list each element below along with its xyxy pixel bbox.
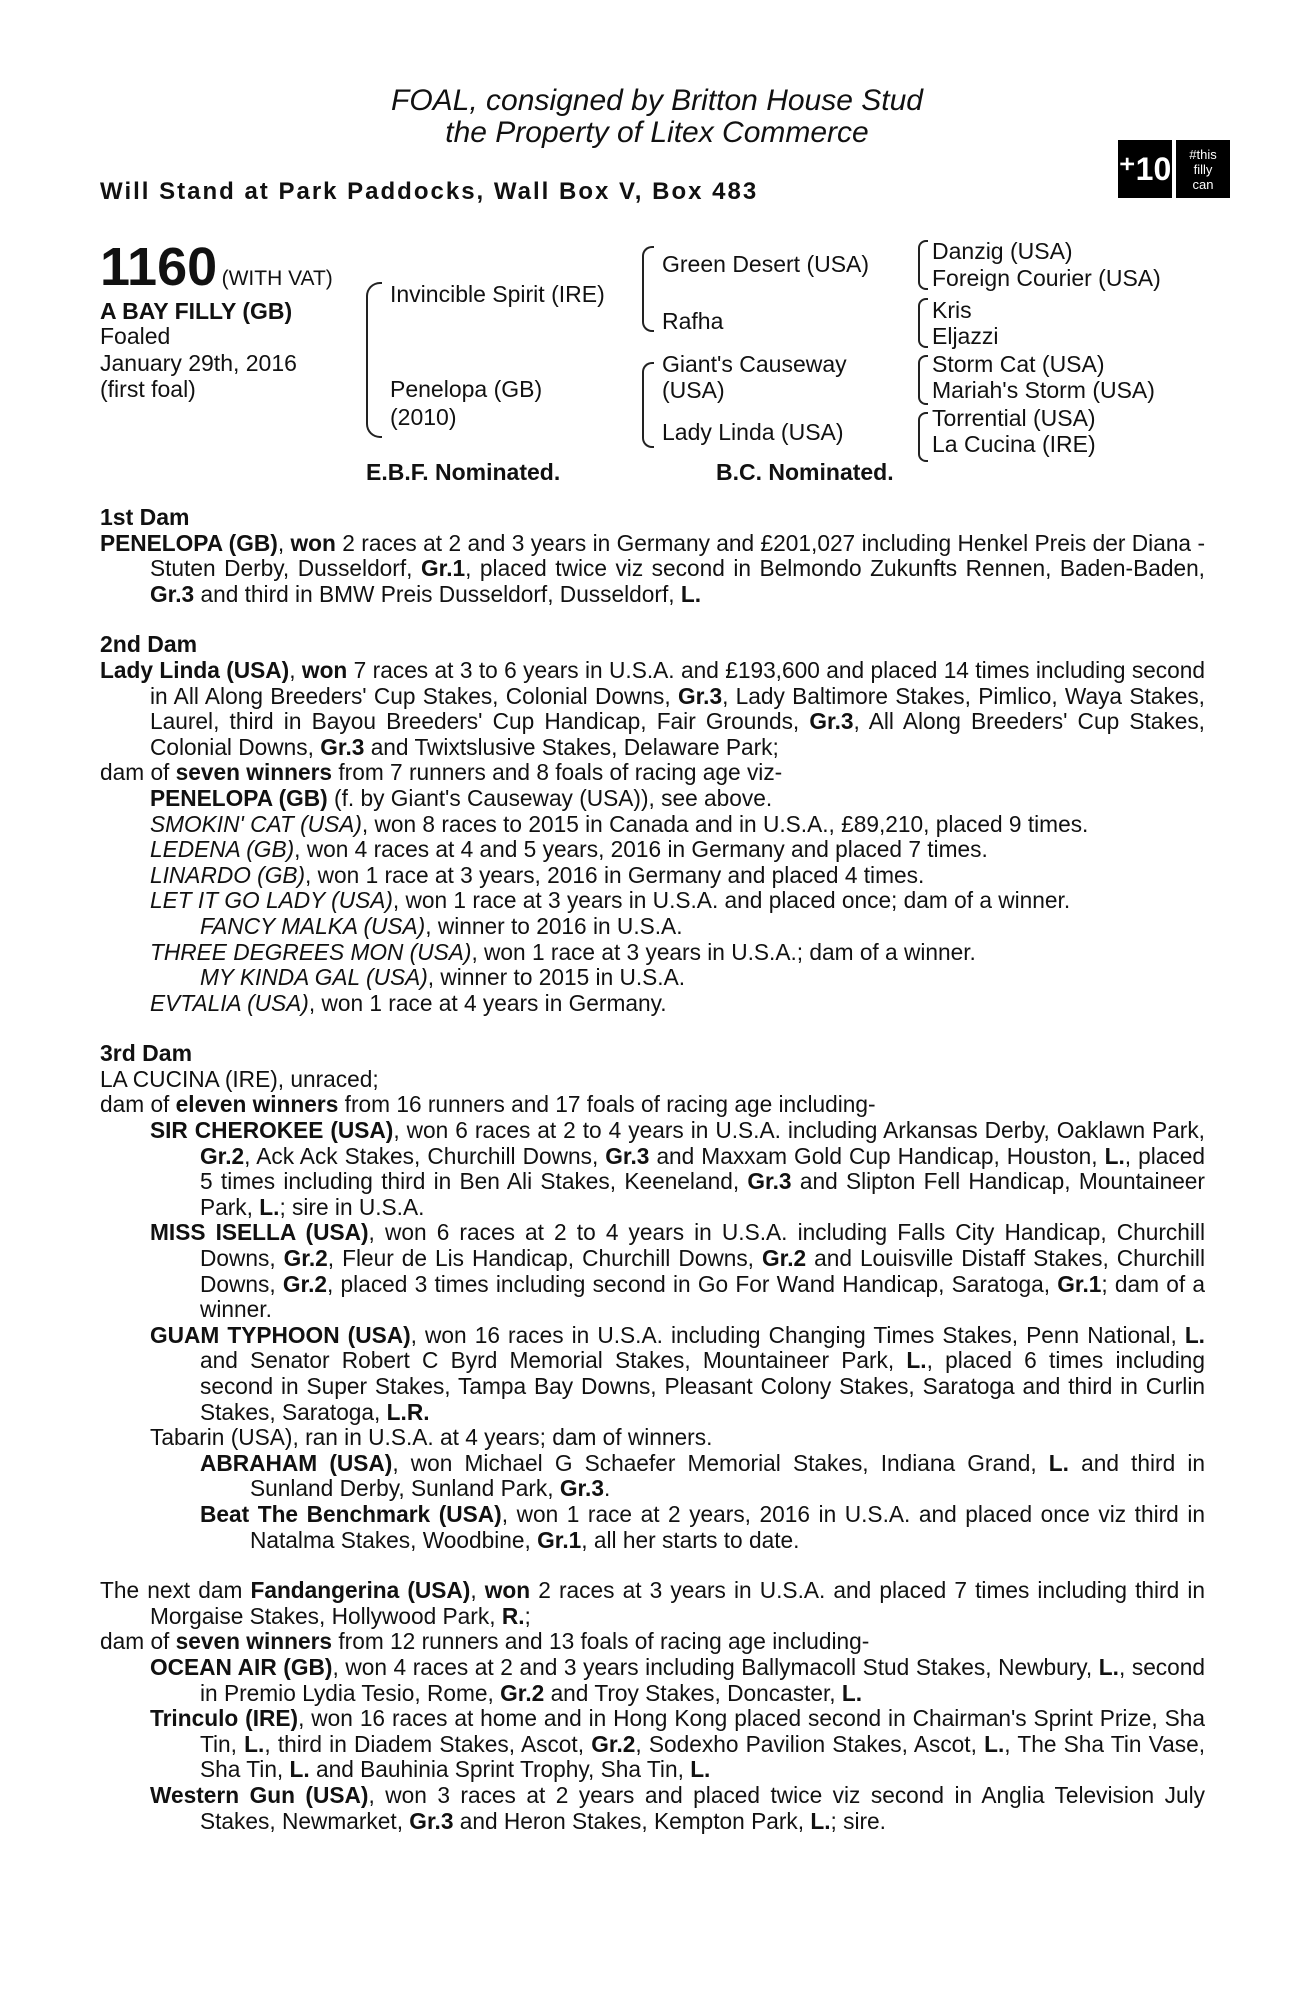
text-run: , won 3 races at 2 years and placed twice viz second in Anglia Television July Stakes, Newmarket,	[200, 1781, 1205, 1834]
property-line: the Property of Litex Commerce	[445, 116, 869, 149]
bold-text-run: Beat The Benchmark (USA)	[200, 1500, 502, 1527]
bold-text-run: L.R.	[386, 1398, 430, 1425]
bold-text-run: L.	[690, 1756, 711, 1783]
text-run: , won 1 race at 3 years, 2016 in Germany and placed 4 times.	[305, 861, 925, 888]
progeny-entry	[100, 940, 1205, 966]
text-run: LA CUCINA (IRE), unraced;	[100, 1065, 379, 1092]
bold-text-run: Trinculo (IRE)	[150, 1705, 299, 1732]
text-run: , won 1 race at 3 years in U.S.A.; dam of a winner.	[471, 938, 976, 965]
text-run: ; sire in U.S.A.	[279, 1193, 425, 1220]
text-run: , won 4 races at 4 and 5 years, 2016 in Germany and placed 7 times.	[294, 836, 988, 863]
text-run: , placed twice viz second in Belmondo Zukunfts Rennen, Baden-Baden,	[465, 555, 1205, 582]
foaled-label: Foaled	[100, 323, 171, 349]
bold-text-run: L.	[680, 580, 702, 607]
italic-text-run: FANCY MALKA (USA)	[200, 912, 426, 939]
bold-text-run: R.	[501, 1602, 525, 1629]
dam-name: Penelopa (GB)	[390, 376, 543, 402]
progeny-entry	[100, 991, 1205, 1017]
bold-text-run: Gr.3	[605, 1142, 650, 1169]
second-dam-heading: 2nd Dam	[100, 631, 198, 658]
grandsire-maternal: Giant's Causeway	[662, 351, 847, 377]
italic-text-run: MY KINDA GAL (USA)	[200, 964, 428, 991]
catalogue-body	[100, 505, 1205, 1834]
text-run: from 12 runners and 13 foals of racing age including-	[332, 1628, 870, 1655]
text-run: and Louisville Distaff Stakes, Churchill Downs,	[200, 1245, 1206, 1297]
bold-text-run: Gr.1	[1057, 1270, 1102, 1297]
text-run: , won 4 races at 2 and 3 years including Ballymacoll Stud Stakes, Newbury,	[332, 1653, 1099, 1680]
text-run: ; sire.	[830, 1807, 886, 1834]
progeny-entry	[100, 1655, 1205, 1706]
text-run: , won 1 race at 4 years in Germany.	[308, 989, 667, 1016]
hashtag-word: #this	[1189, 146, 1217, 162]
text-run: , won 8 races to 2015 in Canada and in U.S.A., £89,210, placed 9 times.	[361, 810, 1089, 837]
third-dam-progeny-list	[100, 1118, 1205, 1553]
bold-text-run: L.	[841, 1679, 863, 1706]
bc-nominated: B.C. Nominated.	[716, 459, 894, 485]
first-dam-paragraph	[100, 531, 1205, 608]
bold-text-run: Gr.2	[591, 1730, 636, 1757]
text-run: dam of	[100, 1091, 176, 1118]
bold-text-run: Western Gun (USA)	[150, 1781, 369, 1808]
pedigree-brace	[366, 282, 382, 438]
lot-title: A BAY FILLY (GB)	[100, 298, 293, 324]
text-run: (f. by Giant's Causeway (USA)), see above.	[327, 784, 773, 811]
bold-text-run: Gr.3	[677, 682, 723, 709]
bold-text-run: L.	[984, 1730, 1005, 1757]
progeny-entry	[100, 1451, 1205, 1502]
bold-text-run: won	[301, 656, 348, 683]
ggs-name: La Cucina (IRE)	[932, 431, 1096, 457]
progeny-entry	[100, 1220, 1205, 1322]
hashtag-word: can	[1192, 176, 1214, 192]
dam-brace	[642, 362, 654, 448]
text-run: , The Sha Tin Vase, Sha Tin,	[200, 1730, 1205, 1783]
text-run: , Fleur de Lis Handicap, Churchill Downs,	[327, 1245, 762, 1272]
third-dam-heading: 3rd Dam	[100, 1040, 193, 1067]
bold-text-run: SIR CHEROKEE (USA)	[150, 1117, 394, 1144]
text-run: and third in BMW Preis Dusseldorf, Dusseldorf,	[194, 580, 681, 607]
bold-text-run: ABRAHAM (USA)	[200, 1449, 393, 1476]
text-run: Tabarin (USA), ran in U.S.A. at 4 years; dam of winners.	[150, 1424, 713, 1451]
text-run: , winner to 2016 in U.S.A.	[425, 912, 683, 939]
italic-text-run: SMOKIN' CAT (USA)	[150, 810, 362, 837]
text-run: 7 races at 3 to 6 years in U.S.A. and £193,600 and placed 14 times including second in All Along Breeders' Cup Stakes, Colonial Downs,	[150, 656, 1205, 709]
first-dam-heading: 1st Dam	[100, 504, 190, 530]
bold-text-run: L.	[289, 1756, 310, 1783]
ggs-brace	[918, 355, 928, 405]
text-run: , third in Diadem Stakes, Ascot,	[264, 1730, 592, 1757]
progeny-entry	[100, 965, 1205, 991]
text-run: and Slipton Fell Handicap, Mountaineer Park,	[200, 1168, 1205, 1220]
text-run: 2 races at 2 and 3 years in Germany and £201,027 including Henkel Preis der Diana - Stuten Derby, Dusseldorf,	[150, 529, 1205, 582]
progeny-entry	[100, 1783, 1205, 1834]
bold-text-run: PENELOPA (GB)	[100, 529, 278, 556]
granddam-maternal: Lady Linda (USA)	[662, 419, 844, 445]
text-run: ; dam of a winner.	[200, 1270, 1205, 1323]
consignor-line: FOAL, consigned by Britton House Stud	[391, 84, 923, 117]
next-dam-progeny-list	[100, 1655, 1205, 1834]
text-run: , won 1 race at 2 years, 2016 in U.S.A. and placed once viz third in Natalma Stakes, Woodbine,	[250, 1500, 1205, 1553]
bold-text-run: GUAM TYPHOON (USA)	[150, 1321, 411, 1348]
text-run: ,	[289, 656, 302, 683]
plus-ten-mark: ⁺10	[1118, 140, 1172, 198]
text-run: ,	[277, 529, 291, 556]
bold-text-run: Gr.3	[150, 580, 195, 607]
progeny-entry	[100, 863, 1205, 889]
italic-text-run: LET IT GO LADY (USA)	[150, 887, 393, 914]
bold-text-run: Gr.2	[282, 1270, 328, 1297]
text-run: The next dam	[100, 1577, 251, 1604]
text-run: , won 16 races at home and in Hong Kong placed second in Chairman's Sprint Prize, Sha Tin,	[200, 1705, 1205, 1757]
sire-brace	[642, 246, 654, 332]
sire-name: Invincible Spirit (IRE)	[390, 281, 605, 307]
bold-text-run: Lady Linda (USA)	[100, 656, 290, 683]
text-run: and Troy Stakes, Doncaster,	[544, 1679, 842, 1706]
third-dam-paragraph	[100, 1067, 1205, 1093]
text-run: ,	[470, 1577, 485, 1604]
bold-text-run: Gr.3	[320, 733, 365, 760]
ggs-brace	[918, 240, 928, 290]
bold-text-run: L.	[810, 1807, 831, 1834]
this-filly-can-logo	[1118, 140, 1230, 198]
bold-text-run: Gr.2	[200, 1142, 245, 1169]
text-run: , won 16 races in U.S.A. including Changing Times Stakes, Penn National,	[410, 1321, 1185, 1348]
first-foal-note: (first foal)	[100, 376, 196, 402]
dam-year: (2010)	[390, 404, 457, 430]
third-dam-produce-summary	[100, 1092, 1205, 1118]
progeny-entry	[100, 1706, 1205, 1783]
ggs-name: Torrential (USA)	[932, 405, 1096, 431]
text-run: and Maxxam Gold Cup Handicap, Houston,	[649, 1142, 1105, 1169]
foaling-date: January 29th, 2016	[100, 350, 297, 376]
progeny-entry	[100, 1502, 1205, 1553]
text-run: 2 races at 3 years in U.S.A. and placed 7 times including third in Morgaise Stakes, Hollywood Park,	[150, 1577, 1205, 1629]
text-run: dam of	[100, 759, 176, 786]
bold-text-run: L.	[906, 1347, 927, 1374]
text-run: and Heron Stakes, Kempton Park,	[453, 1807, 811, 1834]
bold-text-run: Gr.1	[420, 555, 466, 582]
grandsire-paternal: Green Desert (USA)	[662, 251, 870, 277]
text-run: , placed 6 times including second in Super Stakes, Tampa Bay Downs, Pleasant Colony Stakes, Saratoga and third in Curlin Stakes, Saratoga,	[200, 1347, 1205, 1425]
hashtag-word: filly	[1193, 161, 1213, 177]
italic-text-run: EVTALIA (USA)	[150, 989, 309, 1016]
lot-heading	[100, 236, 333, 298]
ebf-nominated: E.B.F. Nominated.	[366, 459, 561, 485]
bold-text-run: Gr.3	[809, 708, 854, 735]
bold-text-run: L.	[1104, 1142, 1125, 1169]
second-dam-produce-summary	[100, 760, 1205, 786]
bold-text-run: OCEAN AIR (GB)	[150, 1653, 333, 1680]
bold-text-run: Gr.2	[500, 1679, 545, 1706]
bold-text-run: Gr.3	[747, 1168, 792, 1195]
ggs-brace	[918, 298, 928, 348]
text-run: , placed 3 times including second in Go For Wand Handicap, Saratoga,	[327, 1270, 1058, 1297]
text-run: .	[603, 1475, 611, 1502]
next-dam-produce-summary	[100, 1629, 1205, 1655]
text-run: dam of	[100, 1628, 176, 1655]
text-run: , won 6 races at 2 to 4 years in U.S.A. including Arkansas Derby, Oaklawn Park,	[393, 1117, 1205, 1144]
ggs-name: Foreign Courier (USA)	[932, 265, 1161, 291]
progeny-entry	[100, 888, 1205, 914]
bold-text-run: L.	[244, 1730, 265, 1757]
bold-text-run: won	[290, 529, 336, 556]
text-run: and Bauhinia Sprint Trophy, Sha Tin,	[309, 1756, 691, 1783]
bold-text-run: Fandangerina (USA)	[250, 1577, 471, 1604]
text-run: , all her starts to date.	[581, 1526, 800, 1553]
text-run: , won 1 race at 3 years in U.S.A. and placed once; dam of a winner.	[392, 887, 1071, 914]
granddam-paternal: Rafha	[662, 308, 724, 334]
bold-text-run: Gr.3	[559, 1475, 604, 1502]
progeny-entry	[100, 1323, 1205, 1425]
bold-text-run: L.	[259, 1193, 280, 1220]
bold-text-run: seven winners	[175, 1628, 333, 1655]
bold-text-run: eleven winners	[175, 1091, 339, 1118]
italic-text-run: LINARDO (GB)	[150, 861, 306, 888]
bold-text-run: won	[484, 1577, 531, 1604]
second-dam-progeny-list	[100, 786, 1205, 1016]
italic-text-run: LEDENA (GB)	[150, 836, 295, 863]
text-run: , won 6 races at 2 to 4 years in U.S.A. including Falls City Handicap, Churchill Downs,	[200, 1219, 1205, 1272]
progeny-entry	[100, 1118, 1205, 1220]
text-run: , All Along Breeders' Cup Stakes, Colonial Downs,	[150, 708, 1205, 760]
text-run: , Lady Baltimore Stakes, Pimlico, Waya Stakes, Laurel, third in Bayou Breeders' Cup Handicap, Fair Grounds,	[150, 682, 1205, 735]
bold-text-run: seven winners	[175, 759, 333, 786]
bold-text-run: Gr.3	[409, 1807, 454, 1834]
text-run: from 16 runners and 17 foals of racing age including-	[338, 1091, 876, 1118]
progeny-entry	[100, 786, 1205, 812]
progeny-entry	[100, 914, 1205, 940]
progeny-entry	[100, 1425, 1205, 1451]
bold-text-run: L.	[1098, 1653, 1119, 1680]
text-run: , placed 5 times including third in Ben Ali Stakes, Keeneland,	[200, 1142, 1205, 1195]
bold-text-run: Gr.1	[537, 1526, 582, 1553]
text-run: and third in Sunland Derby, Sunland Park,	[250, 1449, 1205, 1502]
next-dam-paragraph	[100, 1578, 1205, 1629]
bold-text-run: L.	[1184, 1321, 1205, 1348]
italic-text-run: THREE DEGREES MON (USA)	[150, 938, 472, 965]
bold-text-run: PENELOPA (GB)	[150, 784, 328, 811]
hashtag-mark	[1176, 140, 1230, 198]
ggs-name: Kris	[932, 297, 972, 323]
text-run: and Twixtslusive Stakes, Delaware Park;	[364, 733, 779, 760]
bold-text-run: Gr.2	[761, 1245, 807, 1272]
text-run: , Sodexho Pavilion Stakes, Ascot,	[635, 1730, 985, 1757]
bold-text-run: Gr.2	[283, 1245, 328, 1272]
text-run: from 7 runners and 8 foals of racing age viz-	[332, 759, 783, 786]
progeny-entry	[100, 812, 1205, 838]
bold-text-run: L.	[1048, 1449, 1069, 1476]
vat-note: (WITH VAT)	[221, 267, 333, 290]
text-run: , Ack Ack Stakes, Churchill Downs,	[244, 1142, 606, 1169]
ggs-name: Eljazzi	[932, 323, 999, 349]
ggs-name: Storm Cat (USA)	[932, 351, 1105, 377]
progeny-entry	[100, 837, 1205, 863]
grandsire-maternal-country: (USA)	[662, 377, 725, 403]
second-dam-paragraph	[100, 658, 1205, 760]
text-run: , second in Premio Lydia Tesio, Rome,	[200, 1653, 1206, 1706]
stand-location: Will Stand at Park Paddocks, Wall Box V, Box 483	[100, 178, 759, 205]
text-run: , won Michael G Schaefer Memorial Stakes, Indiana Grand,	[392, 1449, 1049, 1476]
text-run: , winner to 2015 in U.S.A.	[427, 964, 686, 991]
ggs-name: Mariah's Storm (USA)	[932, 377, 1155, 403]
ggs-brace	[918, 412, 928, 462]
ggs-name: Danzig (USA)	[932, 238, 1073, 264]
text-run: and Senator Robert C Byrd Memorial Stakes, Mountaineer Park,	[200, 1347, 907, 1374]
lot-number: 1160	[100, 237, 218, 297]
text-run: ;	[524, 1602, 531, 1629]
bold-text-run: MISS ISELLA (USA)	[150, 1219, 369, 1246]
